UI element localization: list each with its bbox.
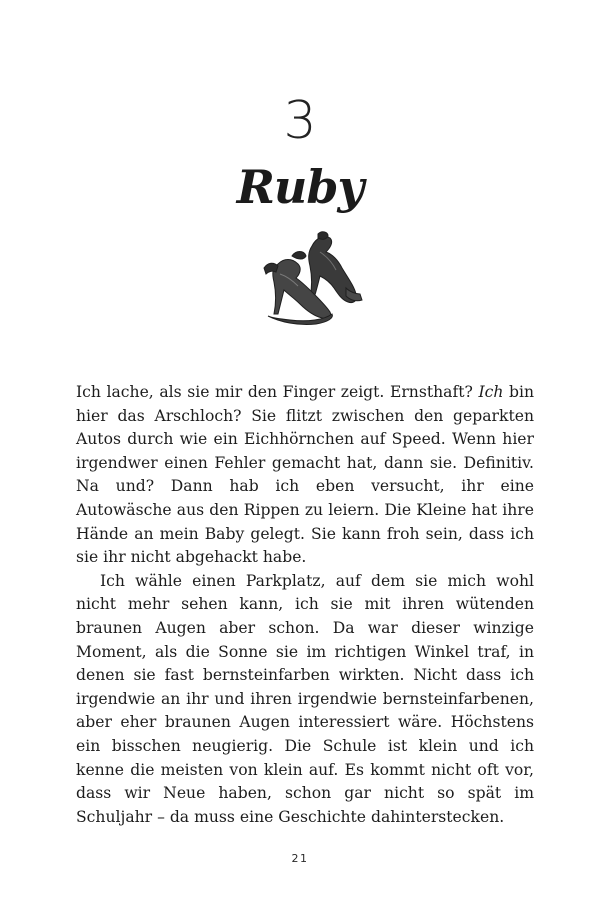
paragraph-1-start: Ich lache, als sie mir den Finger zeigt. Ernsthaft? bbox=[76, 383, 479, 401]
emphasized-word: Ich bbox=[478, 383, 504, 401]
paragraph-2: Ich wähle einen Parkplatz, auf dem sie mich wohl nicht mehr sehen kann, ich sie mit ihren wütenden braunen Augen aber schon. Da war dieser winzige Moment, als die Sonne sie im richtigen Winkel traf, in denen sie fast bernsteinfarben wirkten. Nicht dass ich irgendwie an ihr und ihren irgendwie bernsteinfarbenen, aber eher braunen Augen interessiert wäre. Höchstens ein bisschen neugierig. Die Schule ist klein und ich kenne die meisten von klein auf. Es kommt nicht oft vor, dass wir Neue haben, schon gar nicht so spät im Schuljahr – da muss eine Geschichte dahinterstecken. bbox=[76, 571, 534, 826]
paragraph-1 bbox=[76, 381, 534, 570]
paragraph-1-rest: bin hier das Arschloch? Sie flitzt zwischen den geparkten Autos durch wie ein Eichhörnchen auf Speed. Wenn hier irgendwer einen Fehler gemacht hat, dann sie. Definitiv. Na und? Dann hab ich eben versucht, ihr eine Autowäsche aus den Rippen zu leiern. Die Kleine hat ihre Hände an mein Baby gelegt. Sie kann froh sein, dass ich sie ihr nicht abgehackt habe. bbox=[76, 383, 534, 567]
chapter-title: Ruby bbox=[236, 160, 364, 214]
chapter-number: 3 bbox=[283, 91, 317, 151]
high-heel-shoes-icon bbox=[258, 228, 364, 330]
chapter-body bbox=[76, 381, 534, 829]
page-number: 21 bbox=[291, 852, 309, 865]
